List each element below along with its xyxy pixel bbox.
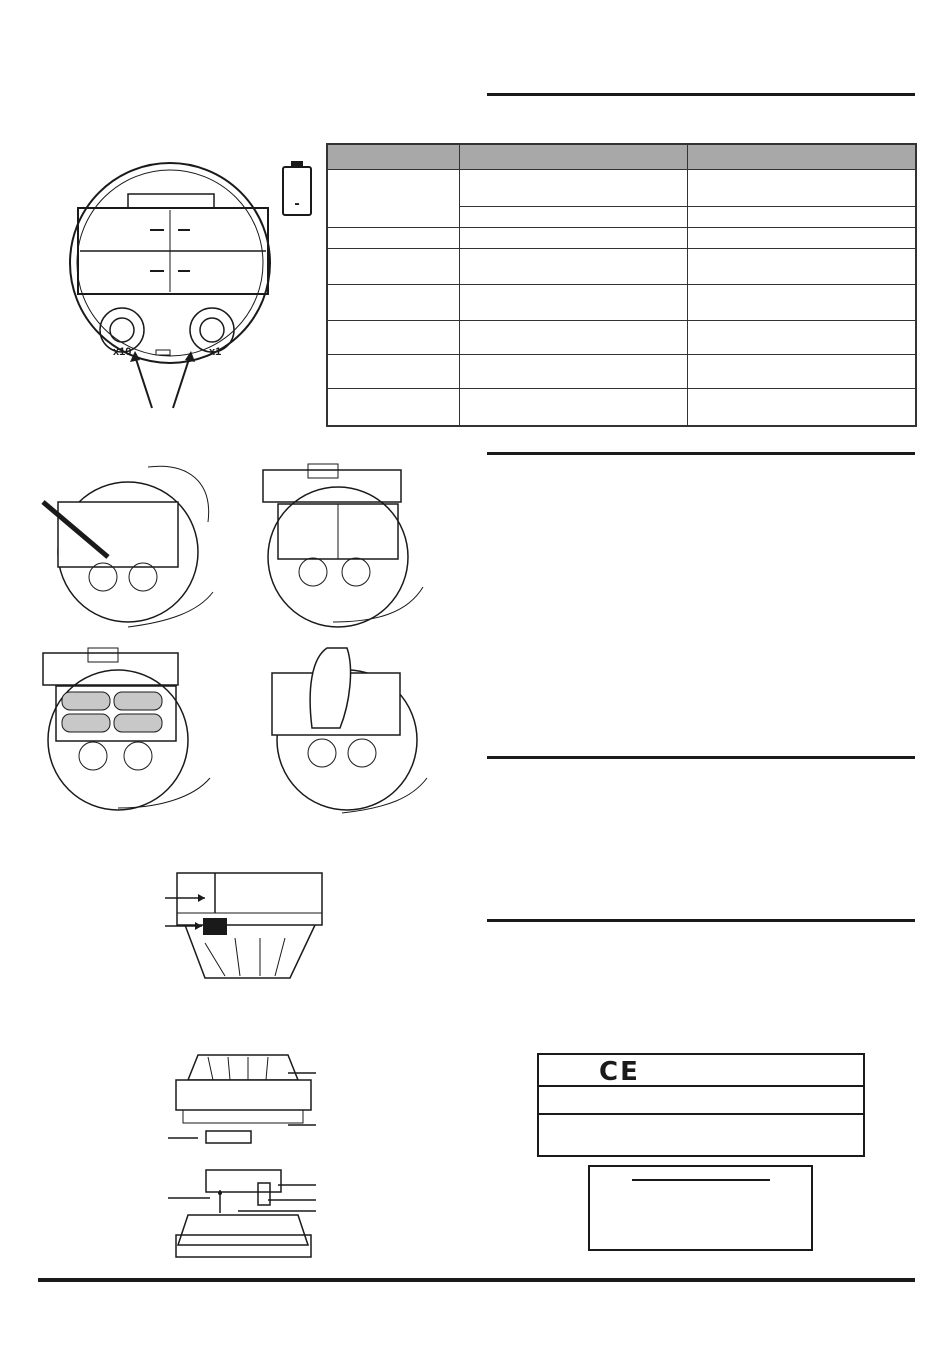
table-cell — [687, 207, 916, 228]
table-header-cell — [459, 144, 687, 170]
table-row — [327, 321, 916, 355]
table-cell — [459, 228, 687, 249]
ce-label-row — [539, 1085, 863, 1115]
section-rule-4 — [487, 919, 915, 922]
table-cell — [327, 228, 459, 249]
table-row — [327, 249, 916, 285]
table-header-row — [327, 144, 916, 170]
ce-label-row — [539, 1055, 863, 1087]
table-cell — [459, 355, 687, 389]
battery-icon — [282, 166, 312, 216]
table-row — [327, 285, 916, 321]
ce-mark-icon: CE — [599, 1057, 640, 1087]
table-cell — [459, 249, 687, 285]
battery-step-1-illustration — [38, 462, 218, 632]
table-cell — [459, 207, 687, 228]
product-info-underline — [632, 1179, 770, 1181]
table-cell — [687, 285, 916, 321]
ce-label-row — [539, 1113, 863, 1155]
battery-step-2-illustration — [258, 462, 428, 632]
table-cell — [687, 389, 916, 426]
table-header-cell — [687, 144, 916, 170]
table-cell — [327, 285, 459, 321]
table-cell — [459, 170, 687, 207]
battery-step-4-illustration — [262, 648, 432, 818]
specification-table — [326, 143, 917, 427]
table-cell — [459, 285, 687, 321]
table-row — [327, 355, 916, 389]
detector-assembly-illustration — [168, 1045, 318, 1263]
table-cell — [687, 321, 916, 355]
table-row — [327, 228, 916, 249]
table-cell — [327, 355, 459, 389]
section-rule-1 — [487, 93, 915, 96]
ce-marking-label — [537, 1053, 865, 1157]
detector-base-diagram — [60, 158, 300, 413]
table-cell — [459, 321, 687, 355]
table-row — [327, 170, 916, 207]
dial-label-tens: x10 — [113, 346, 132, 358]
dial-label-units: x1 — [209, 346, 222, 358]
table-cell — [459, 389, 687, 426]
table-cell — [687, 249, 916, 285]
table-cell — [327, 389, 459, 426]
table-cell — [687, 170, 916, 207]
table-cell — [327, 249, 459, 285]
table-cell — [687, 228, 916, 249]
battery-step-3-illustration — [38, 648, 218, 818]
table-header-cell — [327, 144, 459, 170]
product-info-box — [588, 1165, 813, 1251]
battery-terminal — [291, 161, 303, 166]
table-row — [327, 389, 916, 426]
battery-minus-sign: - — [294, 195, 300, 212]
table-cell — [327, 321, 459, 355]
section-rule-2 — [487, 452, 915, 455]
footer-rule — [38, 1278, 915, 1282]
table-cell — [687, 355, 916, 389]
table-cell — [327, 170, 459, 228]
detector-head-illustration — [165, 868, 330, 993]
section-rule-3 — [487, 756, 915, 759]
